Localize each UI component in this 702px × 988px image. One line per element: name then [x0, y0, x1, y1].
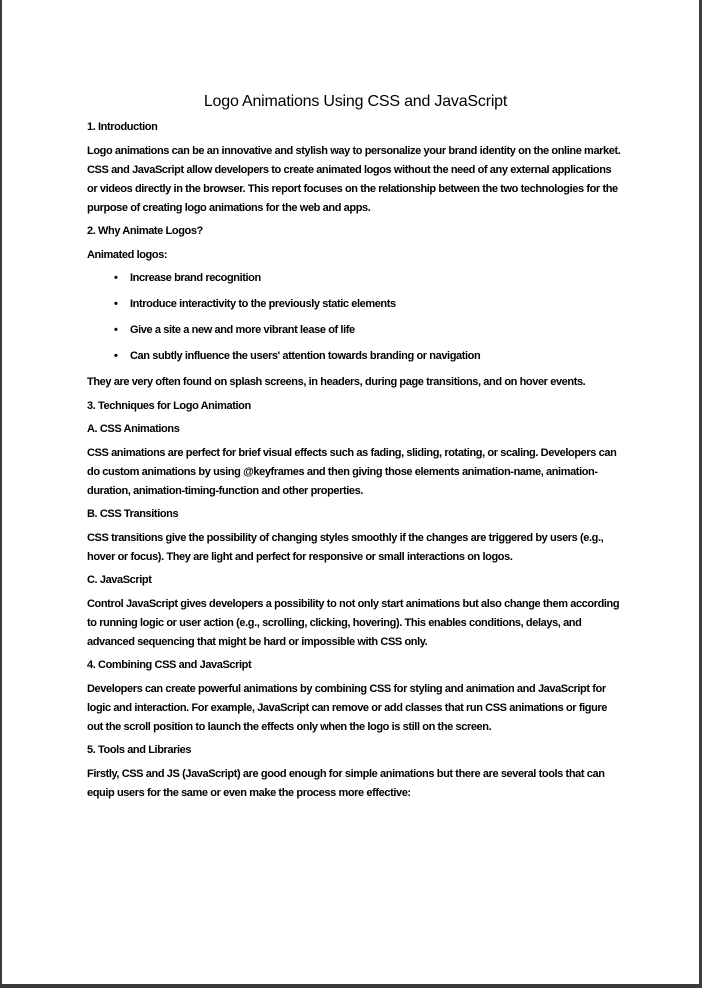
heading-introduction: 1. Introduction	[87, 121, 158, 133]
bullet-icon: •	[114, 272, 118, 284]
list-item	[87, 347, 624, 366]
heading-css-animations: A. CSS Animations	[87, 423, 180, 435]
paragraph-css-animations: CSS animations are perfect for brief visual effects such as fading, sliding, rotating, or scaling. Developers can do custom animations by using @keyframes and then giving those elements animation-name, animation-duration, animation-timing-function and other properties.	[87, 446, 617, 497]
heading-tools-libraries: 5. Tools and Libraries	[87, 744, 192, 756]
list-item-text: Increase brand recognition	[130, 272, 261, 284]
heading-techniques: 3. Techniques for Logo Animation	[87, 399, 251, 412]
benefits-list	[87, 269, 624, 366]
paragraph-animated-logos: Animated logos:	[87, 248, 168, 261]
list-item-text: Give a site a new and more vibrant lease of life	[130, 324, 355, 336]
list-item-text: Introduce interactivity to the previously static elements	[130, 298, 396, 310]
heading-combining: 4. Combining CSS and JavaScript	[87, 659, 252, 671]
document-title: Logo Animations Using CSS and JavaScript	[203, 93, 508, 110]
document-content	[87, 92, 624, 807]
heading-css-transitions: B. CSS Transitions	[87, 508, 179, 520]
list-item	[87, 321, 624, 340]
heading-why-animate-logos: 2. Why Animate Logos?	[87, 225, 203, 237]
paragraph-javascript: Control JavaScript gives developers a possibility to not only start animations but also change them according to running logic or user action (e.g., scrolling, clicking, hovering). This enables conditions, delays, and advanced sequencing that might be hard or impossible with CSS only.	[87, 597, 620, 648]
heading-javascript: C. JavaScript	[87, 574, 152, 586]
bullet-icon: •	[114, 350, 118, 362]
paragraph-introduction: Logo animations can be an innovative and stylish way to personalize your brand identity on the online market. CSS and JavaScript allow developers to create animated logos without the need of any external applications or videos directly in the browser. This report focuses on the relationship between the two technologies for the purpose of creating logo animations for the web and apps.	[87, 144, 621, 214]
paragraph-found-on: They are very often found on splash screens, in headers, during page transitions, and on hover events.	[87, 376, 586, 388]
bullet-icon: •	[114, 298, 118, 310]
paragraph-tools-libraries: Firstly, CSS and JS (JavaScript) are good enough for simple animations but there are several tools that can equip users for the same or even make the process more effective:	[87, 767, 605, 799]
list-item	[87, 269, 624, 288]
list-item-text: Can subtly influence the users' attention towards branding or navigation	[130, 350, 481, 362]
list-item	[87, 295, 624, 314]
bullet-icon: •	[114, 324, 118, 336]
paragraph-css-transitions: CSS transitions give the possibility of changing styles smoothly if the changes are triggered by users (e.g., hover or focus). They are light and perfect for responsive or small interactions on logos.	[87, 531, 604, 563]
paragraph-combining: Developers can create powerful animations by combining CSS for styling and animation and JavaScript for logic and interaction. For example, JavaScript can remove or add classes that run CSS animations or figure out the scroll position to launch the effects only when the logo is still on the screen.	[87, 682, 607, 733]
